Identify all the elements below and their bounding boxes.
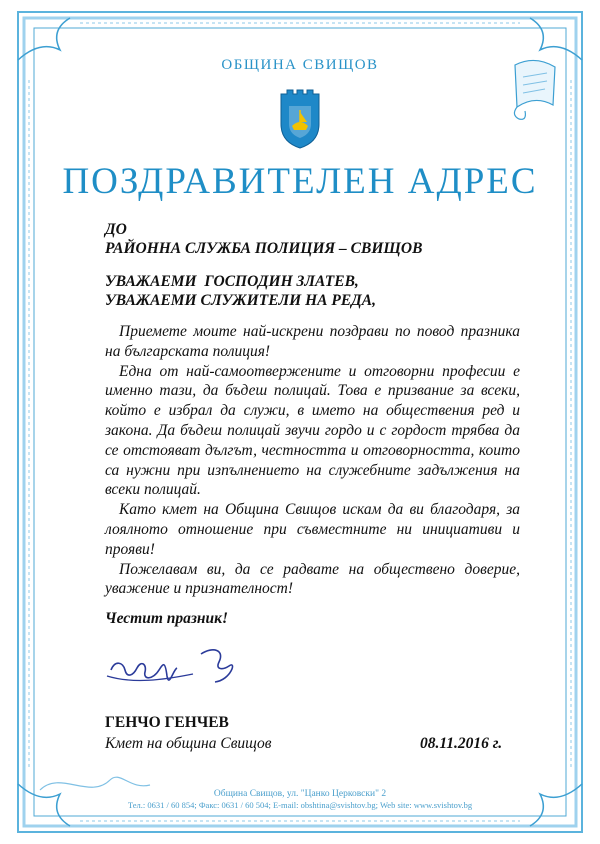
body-paragraph: Пожелавам ви, да се радвате на обществено доверие, уважение и признателност!	[105, 560, 520, 598]
salutation-line-2: УВАЖАЕМИ СЛУЖИТЕЛИ НА РЕДА,	[105, 292, 376, 309]
signer-name: ГЕНЧО ГЕНЧЕВ	[105, 714, 229, 731]
coat-of-arms-icon	[277, 88, 323, 150]
document-date: 08.11.2016 г.	[420, 735, 503, 752]
footer-address: Община Свищов, ул. "Цанко Церковски" 2	[213, 789, 387, 799]
footer-contacts: Тел.: 0631 / 60 854; Факс: 0631 / 60 504; E-mail: obshtina@svishtov.bg; Web site: www.svishtov.bg	[127, 800, 473, 810]
signer-role: Кмет на община Свищов	[105, 735, 272, 752]
municipality-name: ОБЩИНА СВИЩОВ	[221, 57, 379, 73]
recipient-line-1: ДО	[105, 221, 127, 238]
recipient-line-2: РАЙОННА СЛУЖБА ПОЛИЦИЯ – СВИЩОВ	[105, 240, 423, 257]
document-title: ПОЗДРАВИТЕЛЕН АДРЕС	[62, 161, 538, 202]
salutation-line-1: УВАЖАЕМИ ГОСПОДИН ЗЛАТЕВ,	[105, 273, 359, 290]
signature-icon	[103, 640, 243, 700]
salutation-block	[105, 272, 520, 310]
recipient-block	[105, 220, 520, 258]
body-paragraph: Една от най-самоотвержените и отговорни професии е именно тази, да бъдеш полицай. Това е призвание за всеки, който е избрал да служи, в името на обществения ред и закона. Да бъдеш полицай звучи гордо и с гордост трябва да се отстояват дългът, честността и отговорността, които са нужни при изпълнението на служебните задължения на всеки полицай.	[105, 362, 520, 499]
closing-greeting: Честит празник!	[105, 610, 229, 627]
body-paragraph: Като кмет на Община Свищов искам да ви благодаря, за лоялното отношение при съвместните ни инициативи и прояви!	[105, 501, 520, 558]
body-paragraph: Приемете моите най-искрени поздрави по повод празника на българската полиция!	[105, 323, 520, 360]
letter-body	[105, 322, 520, 599]
